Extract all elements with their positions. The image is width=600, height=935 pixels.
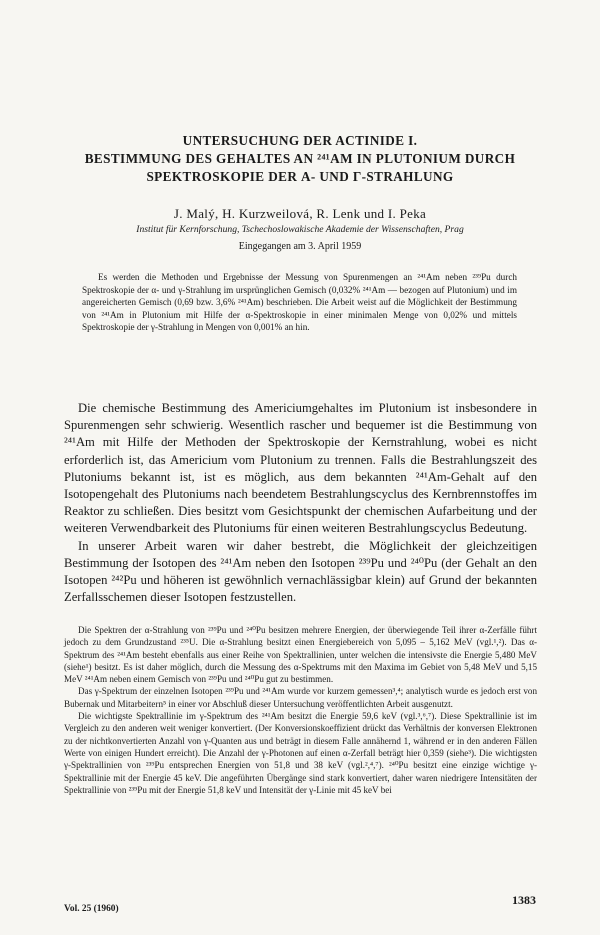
volume-label: Vol. 25 (1960) bbox=[64, 904, 119, 914]
title-line-3: SPEKTROSKOPIE DER Α- UND Γ-STRAHLUNG bbox=[146, 169, 454, 184]
title-line-2: BESTIMMUNG DES GEHALTES AN ²⁴¹AM IN PLUTONIUM DURCH bbox=[84, 151, 516, 166]
body-paragraph-2: In unserer Arbeit waren wir daher bestrebt, die Möglichkeit der gleichzeitigen Bestimmung der Isotopen des ²⁴¹Am neben den Isotopen ²³⁹Pu und ²⁴⁰Pu (der Gehalt an den Isotopen ²⁴²Pu und höheren ist gewöhnlich vernachlässigbar klein) auf Grund der bekannten Zerfallsschemen dieser Isotopen festzustellen. bbox=[64, 538, 537, 605]
abstract: Es werden die Methoden und Ergebnisse der Messung von Spurenmengen an ²⁴¹Am neben ²³⁹Pu durch Spektroskopie der α- und γ-Strahlung im ursprünglichen Gemisch (0,032% ²⁴¹Am — bezogen auf Plutonium) und im angereicherten Gemisch (0,69 bzw. 3,6% ²⁴¹Am) beschrieben. Die Arbeit weist auf die Möglichkeit der Bestimmung von ²⁴¹Am in Plutonium mit Hilfe der α-Spektroskopie in einer minimalen Menge von 0,02% und mittels Spektroskopie der γ-Strahlung in Mengen von 0,001% an hin. bbox=[82, 272, 517, 333]
small-paragraph-3: Die wichtigste Spektrallinie im γ-Spektrum des ²⁴¹Am besitzt die Energie 59,6 keV (vgl.³,⁶,⁷). Diese Spektrallinie ist im Vergleich zu den anderen weit weniger konvertiert. (Der Konversionskoeffizient drückt das Verhältnis der konversen Elektronen zu der nichtkonvertierten Anzahl von γ-Quanten aus und beträgt in diesem Falle annähernd 1, während er in den anderen Fällen Werte von einigen Hundert erreicht). Die Anzahl der γ-Photonen auf einen α-Zerfall beträgt hier 0,359 (siehe³). Die wichtigsten γ-Spektrallinien von ²³⁹Pu entsprechen Energien von 51,8 und 38 keV (vgl.²,⁴,⁷). ²⁴⁰Pu besitzt eine einzige wichtige γ-Spektrallinie mit der Energie 45 keV. Die angeführten Übergänge sind stark konvertiert, daher waren niedrigere Intensitäten der Spektrallinie von ²³⁹Pu mit der Energie 51,8 keV und Intensität der γ-Linie mit 45 keV bei bbox=[64, 711, 537, 795]
small-print-section bbox=[64, 624, 537, 796]
received-date: Eingegangen am 3. April 1959 bbox=[238, 241, 362, 252]
small-paragraph-2: Das γ-Spektrum der einzelnen Isotopen ²³⁹Pu und ²⁴¹Am wurde vor kurzem gemessen³,⁴; analytisch wurde es jedoch erst von Bubernak und Mitarbeitern⁵ in einer vor Abschluß dieser Untersuchung veröffentlichten Arbeit ausgenutzt. bbox=[64, 686, 537, 709]
main-body bbox=[64, 400, 537, 606]
institute: Institut für Kernforschung, Tschechoslowakische Akademie der Wissenschaften, Prag bbox=[136, 224, 464, 235]
body-paragraph-1: Die chemische Bestimmung des Americiumgehaltes im Plutonium ist insbesondere in Spurenmengen sehr schwierig. Wesentlich rascher und bequemer ist die Bestimmung von ²⁴¹Am mit Hilfe der Methoden der Spektroskopie der Kernstrahlung, wobei es nicht erforderlich ist, das Americium vom Plutonium zu trennen. Falls die Bestrahlungszeit des Plutoniums bekannt ist, ist es möglich, aus dem bekannten ²⁴¹Am-Gehalt auf den Isotopengehalt des Plutoniums nach beendetem Bestrahlungscyclus des Kernbrennstoffes im Reaktor zu schließen. Dies besitzt vom Gesichtspunkt der chemischen Aufarbeitung und der weiteren Verwendbarkeit des Plutoniums für einen weiteren Bestrahlungscyclus Bedeutung. bbox=[64, 401, 537, 536]
authors: J. Malý, H. Kurzweilová, R. Lenk und I. Peka bbox=[173, 206, 427, 221]
page-number: 1383 bbox=[512, 893, 536, 907]
title-line-1: UNTERSUCHUNG DER ACTINIDE I. bbox=[182, 133, 418, 148]
article-title bbox=[40, 132, 560, 186]
small-paragraph-1: Die Spektren der α-Strahlung von ²³⁹Pu und ²⁴⁰Pu besitzen mehrere Energien, der überwiegende Teil ihrer α-Zerfälle führt jedoch zu dem Grundzustand ²³⁵U. Die α-Strahlung besitzt einen Energiebereich von 5,095 – 5,162 MeV (vgl.¹,²). Das α-Spektrum des ²⁴¹Am besteht ebenfalls aus einer Reihe von Spektrallinien, unter welchen die intensivste die Energie 5,480 MeV (siehe¹) besitzt. Es ist daher möglich, durch die Messung des α-Spektrums mit den Maxima im Gebiet von 5,48 MeV und 5,15 MeV ²⁴¹Am neben einem Gemisch von ²³⁹Pu und ²⁴⁰Pu gut zu bestimmen. bbox=[64, 625, 537, 685]
